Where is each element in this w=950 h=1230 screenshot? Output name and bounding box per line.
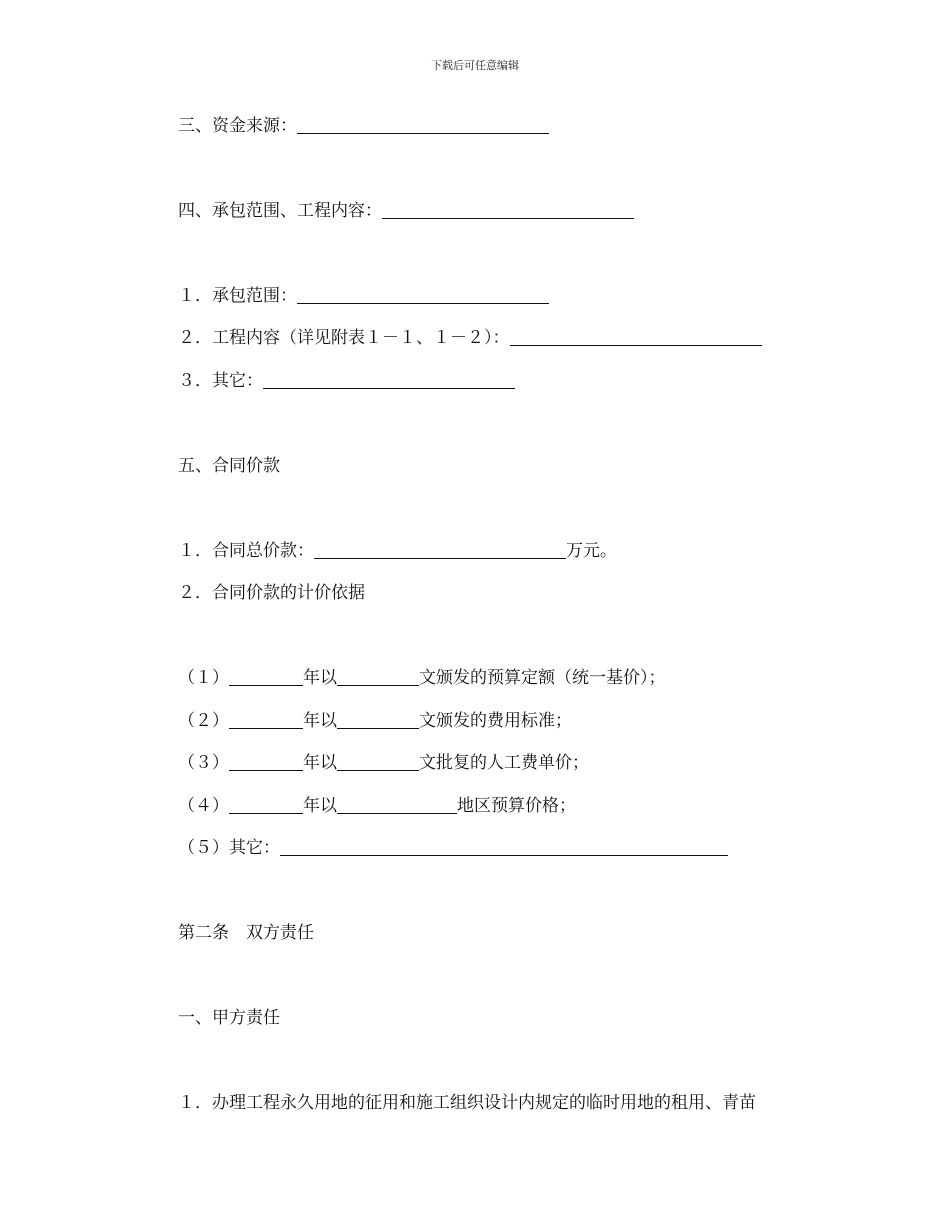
pricing-item-4-num: （４） [178, 796, 229, 816]
pricing-item-2 [178, 710, 572, 732]
pricing-item-3-year-blank[interactable] [229, 752, 303, 771]
scope-label: １．承包范围： [178, 286, 297, 306]
funding-source-label: 三、资金来源： [178, 116, 297, 136]
total-price-label: １．合同总价款： [178, 541, 314, 561]
page-header-note: 下载后可任意编辑 [431, 59, 519, 72]
work-content-label: ２．工程内容（详见附表１－１、１－２）： [178, 328, 510, 348]
other-label: ３．其它： [178, 371, 263, 391]
scope-content-line [178, 200, 634, 222]
pricing-item-3-doc-blank[interactable] [337, 752, 419, 771]
contract-price-heading: 五、合同价款 [178, 456, 280, 476]
other-line [178, 370, 515, 392]
pricing-item-1 [178, 667, 666, 689]
pricing-item-1-num: （１） [178, 668, 229, 688]
pricing-item-5-label: （５）其它： [178, 838, 280, 858]
pricing-item-3-text-b: 文批复的人工费单价； [419, 753, 589, 773]
pricing-item-2-text-b: 文颁发的费用标准； [419, 711, 572, 731]
article-2-heading: 第二条 双方责任 [178, 923, 314, 943]
pricing-item-5-blank[interactable] [280, 837, 728, 856]
pricing-item-2-year-blank[interactable] [229, 710, 303, 729]
party-a-item-1: １．办理工程永久用地的征用和施工组织设计内规定的临时用地的租用、青苗 [178, 1093, 756, 1113]
pricing-item-1-year-blank[interactable] [229, 667, 303, 686]
scope-content-blank[interactable] [382, 200, 634, 219]
funding-source-line [178, 115, 549, 137]
funding-source-blank[interactable] [297, 115, 549, 134]
party-a-heading: 一、甲方责任 [178, 1008, 280, 1028]
total-price-blank[interactable] [314, 540, 566, 559]
total-price-line [178, 540, 617, 562]
pricing-item-2-doc-blank[interactable] [337, 710, 419, 729]
pricing-item-4-region-blank[interactable] [337, 795, 457, 814]
pricing-item-2-num: （２） [178, 711, 229, 731]
pricing-item-1-text-b: 文颁发的预算定额（统一基价）； [419, 668, 666, 688]
pricing-item-1-text-a: 年以 [303, 668, 337, 688]
pricing-item-4-text-a: 年以 [303, 796, 337, 816]
pricing-item-4-text-b: 地区预算价格； [457, 796, 576, 816]
pricing-basis-heading: ２．合同价款的计价依据 [178, 583, 365, 603]
scope-blank[interactable] [297, 285, 549, 304]
other-blank[interactable] [263, 370, 515, 389]
scope-content-label: 四、承包范围、工程内容： [178, 201, 382, 221]
pricing-item-4-year-blank[interactable] [229, 795, 303, 814]
total-price-unit: 万元。 [566, 541, 617, 561]
scope-line [178, 285, 549, 307]
pricing-item-3-num: （３） [178, 753, 229, 773]
pricing-item-4 [178, 795, 576, 817]
pricing-item-5 [178, 837, 728, 859]
pricing-item-2-text-a: 年以 [303, 711, 337, 731]
pricing-item-3-text-a: 年以 [303, 753, 337, 773]
pricing-item-3 [178, 752, 589, 774]
work-content-line [178, 327, 762, 349]
work-content-blank[interactable] [510, 327, 762, 346]
pricing-item-1-doc-blank[interactable] [337, 667, 419, 686]
